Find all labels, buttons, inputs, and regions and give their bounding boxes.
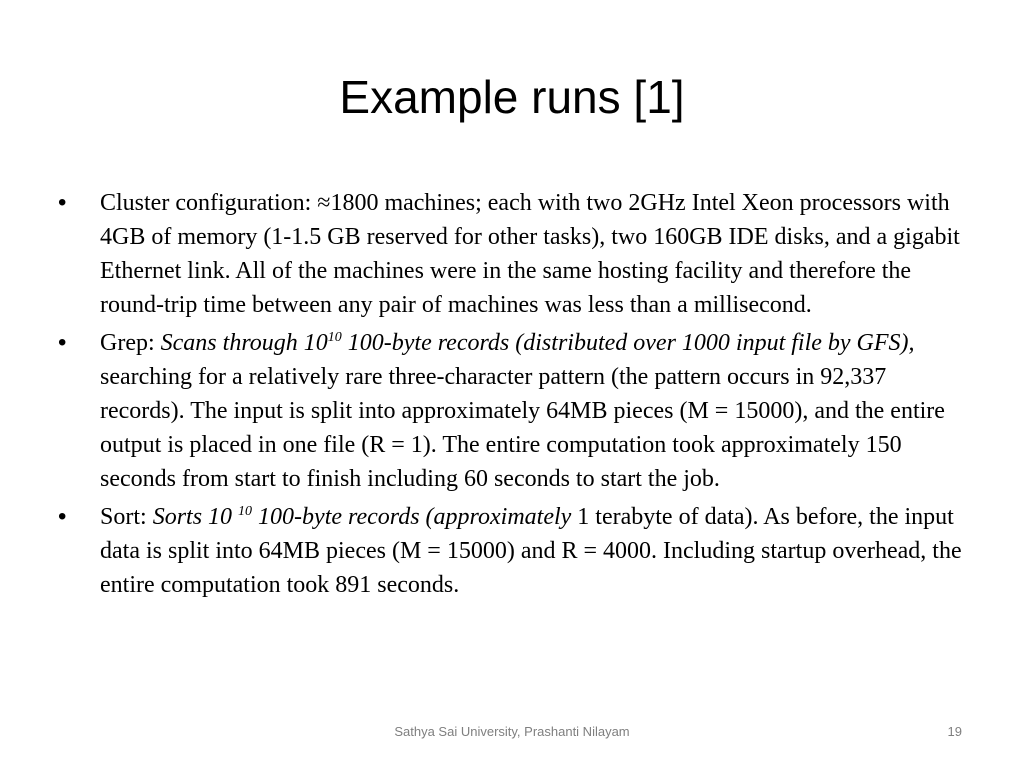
bullet-cluster-configuration <box>58 186 964 322</box>
slide-title: Example runs [1] <box>339 71 685 123</box>
bullet-sort <box>58 500 964 602</box>
bullet-italic-text: 100-byte records (approximately <box>252 504 572 530</box>
bullet-dot-icon: • <box>58 189 67 216</box>
bullet-lead: Grep: <box>100 330 161 356</box>
bullet-italic-text: 100-byte records (distributed over 1000 input file by GFS), <box>341 330 915 356</box>
bullet-italic-text: Scans through 10 <box>160 330 328 356</box>
footer: Sathya Sai University, Prashanti Nilayam <box>394 724 630 739</box>
bullet-dot-icon: • <box>58 329 67 356</box>
exponent: 10 <box>327 330 342 345</box>
bullet-grep <box>58 326 964 496</box>
bullet-italic-text: Sorts 10 <box>152 504 239 530</box>
bullet-text: Cluster configuration: ≈1800 machines; each with two 2GHz Intel Xeon processors with 4GB of memory (1-1.5 GB reserved for other tasks), two 160GB IDE disks, and a gigabit Ethernet link. All of the machines were in the same hosting facility and therefore the round-trip time between any pair of machines was less than a millisecond. <box>100 190 960 318</box>
bullet-dot-icon: • <box>58 503 67 530</box>
bullet-lead: Sort: <box>100 504 153 530</box>
bullet-text: searching for a relatively rare three-character pattern (the pattern occurs in 92,337 records). The input is split into approximately 64MB pieces (M = 15000), and the entire output is placed in one file (R = 1). The entire computation took approximately 150 seconds from start to finish including 60 seconds to start the job. <box>100 364 945 492</box>
exponent: 10 <box>238 504 253 519</box>
bullet-list <box>58 186 964 606</box>
page-number: 19 <box>947 724 962 739</box>
bullet-text: 1 terabyte of data). As before, the input data is split into 64MB pieces (M = 15000) and R = 4000. Including startup overhead, the entire computation took 891 seconds. <box>100 504 962 598</box>
